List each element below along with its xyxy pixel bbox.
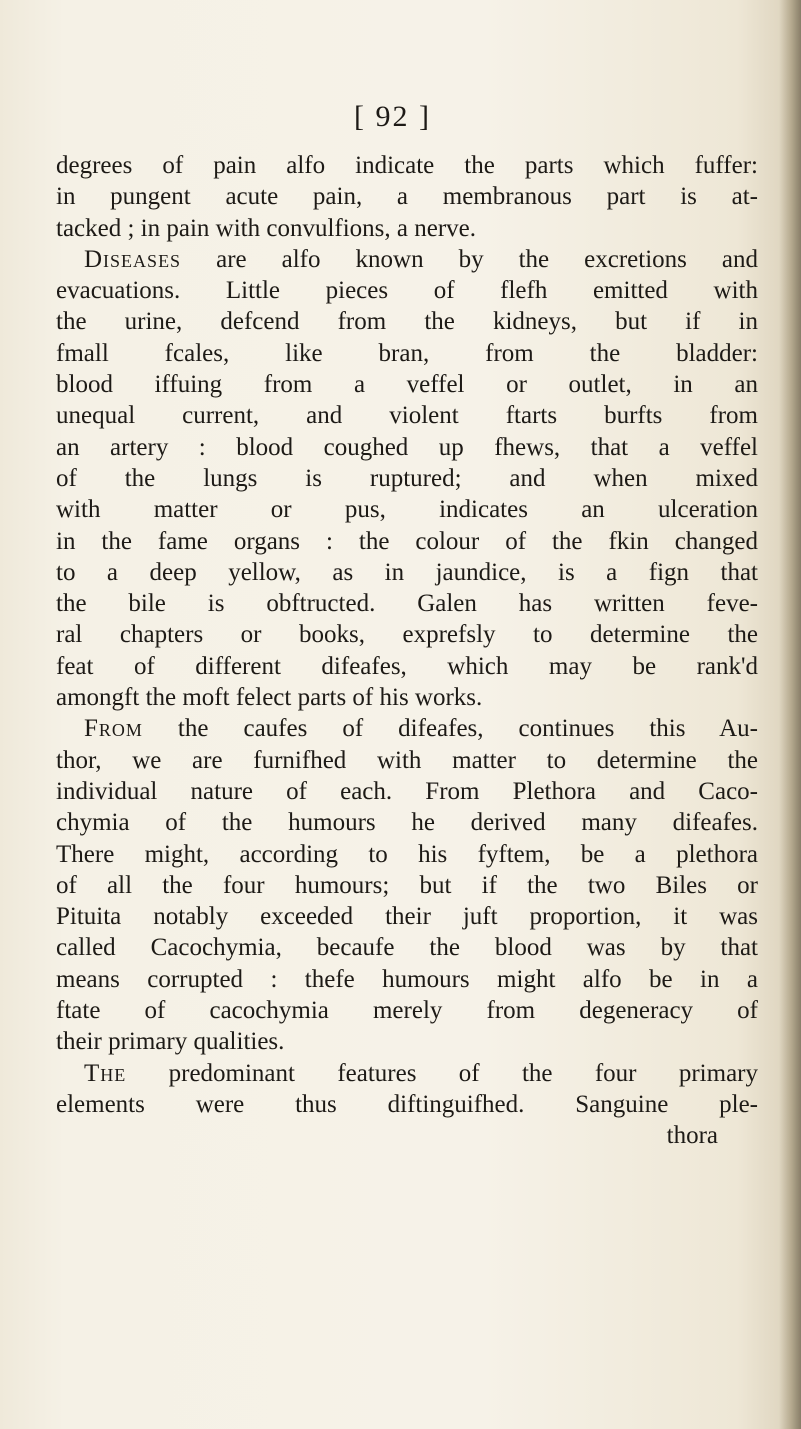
text-line xyxy=(56,682,758,713)
text-line xyxy=(56,463,758,494)
line-text: ftate of cacochymia merely from degeneracy of xyxy=(56,997,758,1025)
body-text xyxy=(56,150,758,1152)
small-caps-lead: The xyxy=(84,1059,127,1087)
line-text: amongft the moft felect parts of his works. xyxy=(56,684,483,712)
text-line xyxy=(56,651,758,682)
text-line xyxy=(56,901,758,932)
line-text: elements were thus diftinguifhed. Sanguine ple- xyxy=(56,1090,758,1118)
text-line xyxy=(56,745,758,776)
line-text: ral chapters or books, exprefsly to determine the xyxy=(56,621,758,649)
line-text: evacuations. Little pieces of flefh emitted with xyxy=(56,277,758,305)
line-text: in the fame organs : the colour of the fkin changed xyxy=(56,527,758,555)
line-text: predominant features of the four primary xyxy=(126,1059,758,1087)
line-text: the bile is obftructed. Galen has written feve- xyxy=(56,590,758,618)
text-line xyxy=(56,932,758,963)
text-line xyxy=(56,839,758,870)
line-text: individual nature of each. From Plethora and Caco- xyxy=(56,777,758,805)
line-text: in pungent acute pain, a membranous part is at- xyxy=(56,183,758,211)
text-line xyxy=(56,1120,758,1151)
small-caps-lead: Diseases xyxy=(84,245,182,273)
text-line xyxy=(56,807,758,838)
line-text: the urine, defcend from the kidneys, but if in xyxy=(56,308,758,336)
line-text: with matter or pus, indicates an ulceration xyxy=(56,496,758,524)
text-line xyxy=(56,557,758,588)
text-line xyxy=(56,150,758,181)
line-text: thor, we are furnifhed with matter to determine the xyxy=(56,746,758,774)
text-line xyxy=(56,213,758,244)
text-line xyxy=(56,306,758,337)
text-line xyxy=(56,494,758,525)
line-text: fmall fcales, like bran, from the bladder: xyxy=(56,339,758,367)
page-number: [ 92 ] xyxy=(354,100,431,133)
line-text: to a deep yellow, as in jaundice, is a fign that xyxy=(56,558,758,586)
small-caps-lead: From xyxy=(84,715,143,743)
text-line xyxy=(56,432,758,463)
text-line xyxy=(56,713,758,744)
text-line xyxy=(56,619,758,650)
line-text: thora xyxy=(666,1122,718,1150)
page-edge-shadow xyxy=(779,0,801,1429)
text-line xyxy=(56,181,758,212)
text-line xyxy=(56,1026,758,1057)
line-text: called Cacochymia, becaufe the blood was by that xyxy=(56,934,758,962)
text-line xyxy=(56,1089,758,1120)
line-text: of all the four humours; but if the two Biles or xyxy=(56,871,758,899)
line-text: an artery : blood coughed up fhews, that a veffel xyxy=(56,433,758,461)
text-line xyxy=(56,369,758,400)
line-text: Pituita notably exceeded their juft proportion, it was xyxy=(56,903,758,931)
text-line xyxy=(56,964,758,995)
line-text: chymia of the humours he derived many difeafes. xyxy=(56,809,758,837)
line-text: unequal current, and violent ftarts burfts from xyxy=(56,402,758,430)
text-line xyxy=(56,526,758,557)
page-header xyxy=(0,100,801,134)
line-text: tacked ; in pain with convulfions, a nerve. xyxy=(56,214,477,242)
line-text: are alfo known by the excretions and xyxy=(181,245,758,273)
text-line xyxy=(56,995,758,1026)
text-line xyxy=(56,1058,758,1089)
text-line xyxy=(56,870,758,901)
line-text: degrees of pain alfo indicate the parts which fuffer: xyxy=(56,152,758,179)
text-line xyxy=(56,400,758,431)
text-line xyxy=(56,275,758,306)
line-text: blood iffuing from a veffel or outlet, in an xyxy=(56,371,758,399)
line-text: means corrupted : thefe humours might alfo be in a xyxy=(56,965,758,993)
line-text: feat of different difeafes, which may be rank'd xyxy=(56,652,758,680)
text-line xyxy=(56,244,758,275)
text-line xyxy=(56,338,758,369)
line-text: their primary qualities. xyxy=(56,1028,285,1056)
text-line xyxy=(56,588,758,619)
line-text: the caufes of difeafes, continues this Au- xyxy=(142,715,758,743)
line-text: of the lungs is ruptured; and when mixed xyxy=(56,464,758,492)
line-text: There might, according to his fyftem, be a plethora xyxy=(56,840,758,868)
text-line xyxy=(56,776,758,807)
